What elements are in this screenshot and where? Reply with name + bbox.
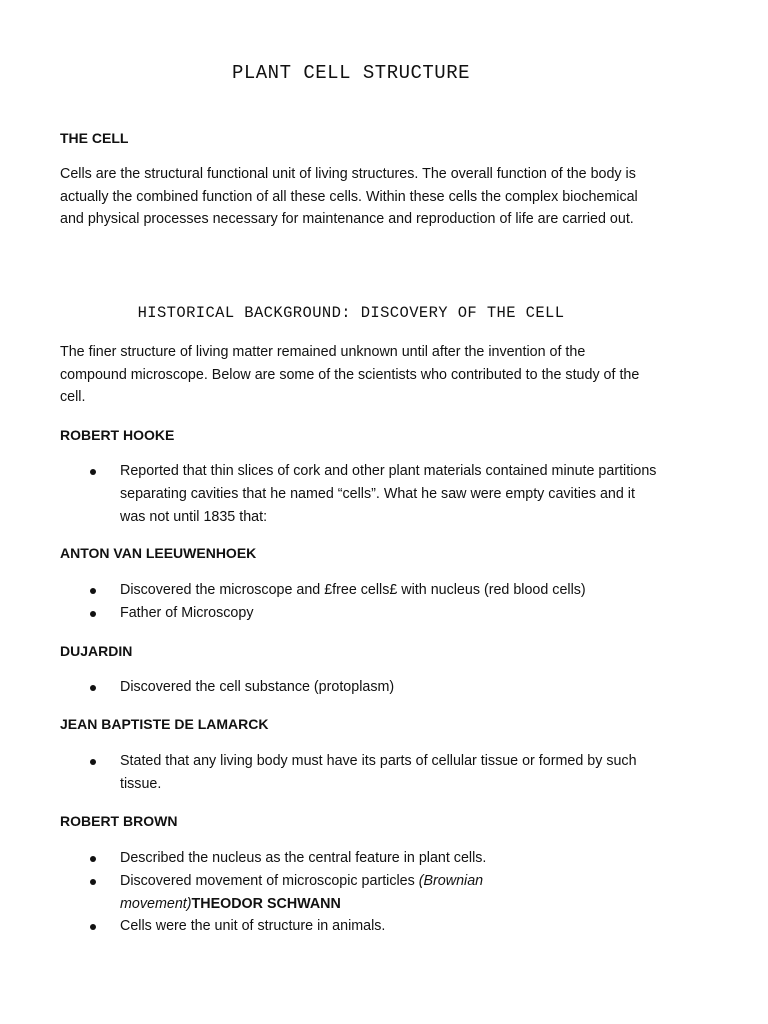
scientist-heading-robert-brown: ROBERT BROWN [60, 813, 178, 829]
bullet-icon [90, 879, 96, 885]
list-item [60, 847, 580, 870]
robert-hooke-list [60, 460, 660, 528]
list-item-text: Father of Microscopy [120, 604, 254, 621]
list-item [60, 460, 660, 528]
scientist-heading-dujardin: DUJARDIN [60, 643, 133, 659]
robert-brown-list [60, 847, 580, 938]
leeuwenhoek-list [60, 579, 660, 625]
bullet-icon [90, 588, 96, 594]
list-item-text: Reported that thin slices of cork and other plant materials contained minute partitions separating cavities that he named “cells”. What he saw were empty cavities and it was not until 1835 that: [120, 463, 657, 525]
list-item-text: Stated that any living body must have its parts of cellular tissue or formed by such tissue. [120, 753, 637, 792]
brownian-movement-italic: (Brownian movement) [120, 872, 484, 912]
section-heading-the-cell: THE CELL [60, 130, 129, 146]
list-item [60, 750, 650, 796]
scientist-heading-lamarck: JEAN BAPTISTE DE LAMARCK [60, 716, 269, 732]
list-item-text: Discovered the cell substance (protoplasm) [120, 679, 395, 695]
bullet-icon [90, 924, 96, 930]
scientist-heading-anton-van-leeuwenhoek: ANTON VAN LEEUWENHOEK [60, 545, 257, 561]
scientist-heading-robert-hooke: ROBERT HOOKE [60, 427, 175, 443]
section-heading-historical-background: HISTORICAL BACKGROUND: DISCOVERY OF THE CELL [137, 304, 565, 322]
lamarck-list [60, 750, 650, 796]
list-item [60, 676, 660, 699]
bullet-icon [90, 856, 96, 862]
dujardin-list [60, 676, 660, 699]
scientist-heading-theodor-schwann: THEODOR SCHWANN [191, 895, 341, 912]
bullet-icon [90, 685, 96, 691]
list-item-text: Discovered movement of microscopic particles [120, 872, 419, 889]
bullet-icon [90, 759, 96, 765]
list-item [60, 602, 660, 625]
list-item-text: Discovered the microscope and £free cells£ with nucleus (red blood cells) [120, 582, 586, 598]
list-item [60, 915, 580, 938]
list-item-text: Described the nucleus as the central feature in plant cells. [120, 850, 487, 866]
bullet-icon [90, 469, 96, 475]
list-item [60, 579, 660, 602]
bullet-icon [90, 611, 96, 617]
cell-paragraph: Cells are the structural functional unit of living structures. The overall function of the body is actually the combined function of all these cells. Within these cells the complex biochemical and physical processes necessary for maintenance and reproduction of life are carried out. [60, 166, 638, 227]
list-item-text: Cells were the unit of structure in animals. [120, 918, 386, 935]
page-title: PLANT CELL STRUCTURE [231, 62, 471, 84]
history-paragraph: The finer structure of living matter remained unknown until after the invention of the compound microscope. Below are some of the scientists who contributed to the study of the cell. [60, 344, 640, 405]
list-item [60, 870, 580, 916]
